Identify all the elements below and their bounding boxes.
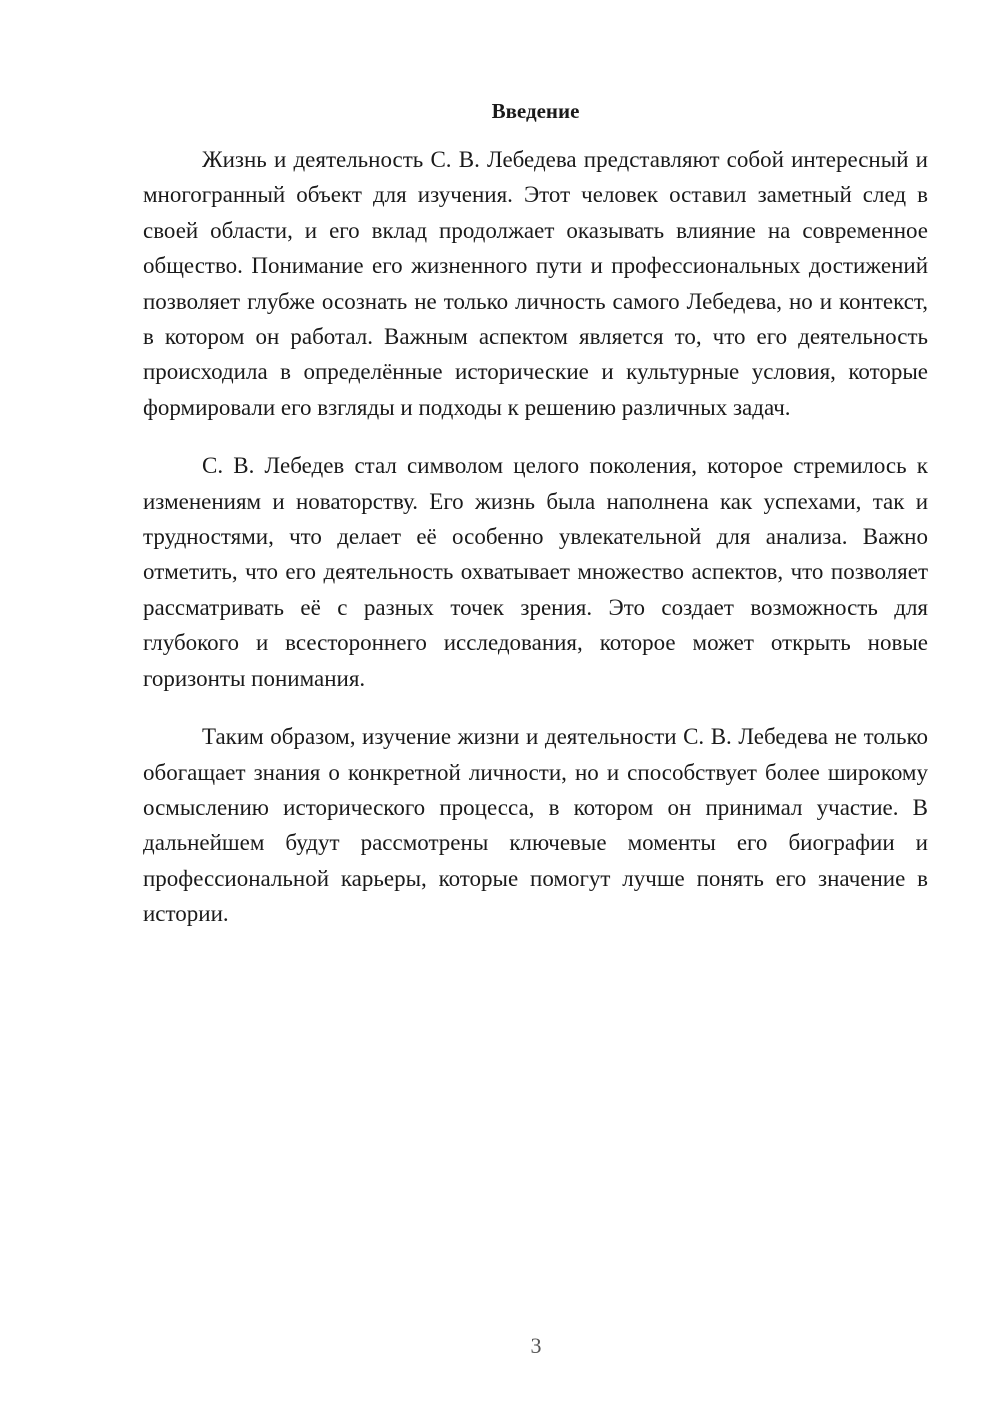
page-content xyxy=(143,96,928,932)
paragraph-3: Таким образом, изучение жизни и деятельности С. В. Лебедева не только обогащает знания о конкретной личности, но и способствует более широкому осмыслению исторического процесса, в котором он принимал участие. В дальнейшем будут рассмотрены ключевые моменты его биографии и профессиональной карьеры, которые помогут лучше понять его значение в истории. xyxy=(143,724,928,927)
paragraph-1: Жизнь и деятельность С. В. Лебедева представляют собой интересный и многогранный объект для изучения. Этот человек оставил заметный след в своей области, и его вклад продолжает оказывать влияние на современное общество. Понимание его жизненного пути и профессиональных достижений позволяет глубже осознать не только личность самого Лебедева, но и контекст, в котором он работал. Важным аспектом является то, что его деятельность происходила в определённые исторические и культурные условия, которые формировали его взгляды и подходы к решению различных задач. xyxy=(143,147,928,420)
page-number: 3 xyxy=(530,1333,542,1358)
paragraph-2: С. В. Лебедев стал символом целого поколения, которое стремилось к изменениям и новаторству. Его жизнь была наполнена как успехами, так и трудностями, что делает её особенно увлекательной для анализа. Важно отметить, что его деятельность охватывает множество аспектов, что позволяет рассматривать её с разных точек зрения. Это создает возможность для глубокого и всестороннего исследования, которое может открыть новые горизонты понимания. xyxy=(143,453,928,691)
section-heading: Введение xyxy=(491,99,580,123)
